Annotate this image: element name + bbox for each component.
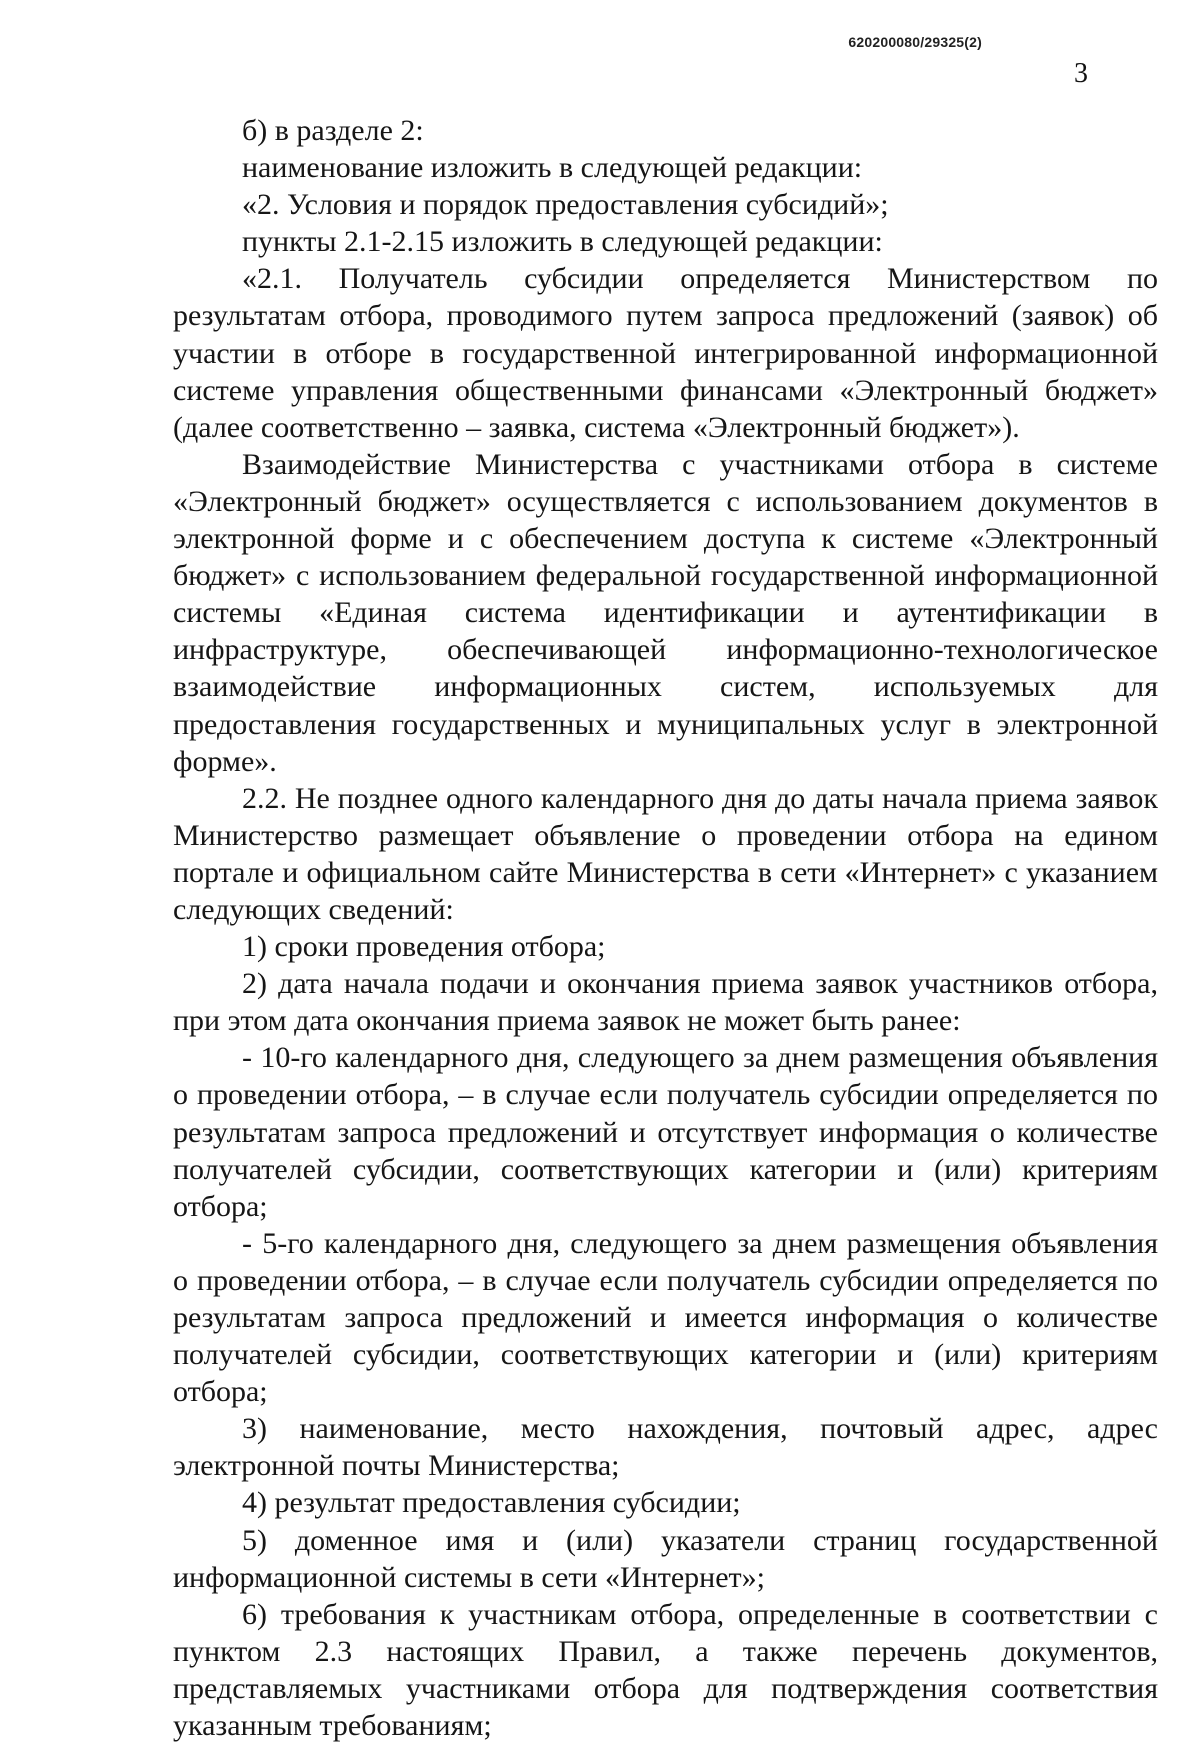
list-item-1: 1) сроки проведения отбора; [242, 930, 606, 964]
paragraph-items-instruction: пункты 2.1-2.15 изложить в следующей редакции: [242, 225, 883, 259]
page-number: 3 [1074, 58, 1088, 89]
document-registration-number: 620200080/29325(2) [848, 34, 982, 50]
list-item-2: 2) дата начала подачи и окончания приема заявок участников отбора, при этом дата окончания приема заявок не может быть ранее: [173, 967, 1158, 1038]
paragraph-interaction: Взаимодействие Министерства с участниками отбора в системе «Электронный бюджет» осуществляется с использованием документов в электронной форме и с обеспечением доступа к системе «Электронный бюджет» с использованием федеральной государственной информационной системы «Единая система идентификации и аутентификации в инфраструктуре, обеспечивающей информационно-технологическое взаимодействие информационных систем, используемых для предоставления государственных и муниципальных услуг в электронной форме». [173, 447, 1158, 778]
paragraph-section-reference: б) в разделе 2: [242, 114, 424, 147]
list-item-3: 3) наименование, место нахождения, почтовый адрес, адрес электронной почты Министерства; [173, 1412, 1158, 1483]
list-item-6: 6) требования к участникам отбора, определенные в соответствии с пунктом 2.3 настоящих Правил, а также перечень документов, представляемых участниками отбора для подтверждения соответствия указанным требованиям; [173, 1597, 1158, 1743]
paragraph-title-instruction: наименование изложить в следующей редакции: [242, 151, 863, 185]
list-item-4: 4) результат предоставления субсидии; [242, 1486, 741, 1520]
document-body [173, 112, 1158, 1744]
paragraph-section-title: «2. Условия и порядок предоставления субсидий»; [242, 188, 889, 222]
paragraph-2-2: 2.2. Не позднее одного календарного дня до даты начала приема заявок Министерство размещает объявление о проведении отбора на едином портале и официальном сайте Министерства в сети «Интернет» с указанием следующих сведений: [173, 781, 1158, 926]
list-item-5: 5) доменное имя и (или) указатели страниц государственной информационной системы в сети «Интернет»; [173, 1523, 1158, 1594]
list-subitem-10-day: - 10-го календарного дня, следующего за днем размещения объявления о проведении отбора, – в случае если получатель субсидии определяется по результатам запроса предложений и отсутствует информация о количестве получателей субсидии, соответствующих категории и (или) критериям отбора; [173, 1041, 1158, 1223]
paragraph-2-1: «2.1. Получатель субсидии определяется Министерством по результатам отбора, проводимого путем запроса предложений (заявок) об участии в отборе в государственной интегрированной информационной системе управления общественными финансами «Электронный бюджет» (далее соответственно – заявка, система «Электронный бюджет»). [173, 262, 1158, 444]
list-subitem-5-day: - 5-го календарного дня, следующего за днем размещения объявления о проведении отбора, – в случае если получатель субсидии определяется по результатам запроса предложений и имеется информация о количестве получателей субсидии, соответствующих категории и (или) критериям отбора; [173, 1226, 1158, 1409]
